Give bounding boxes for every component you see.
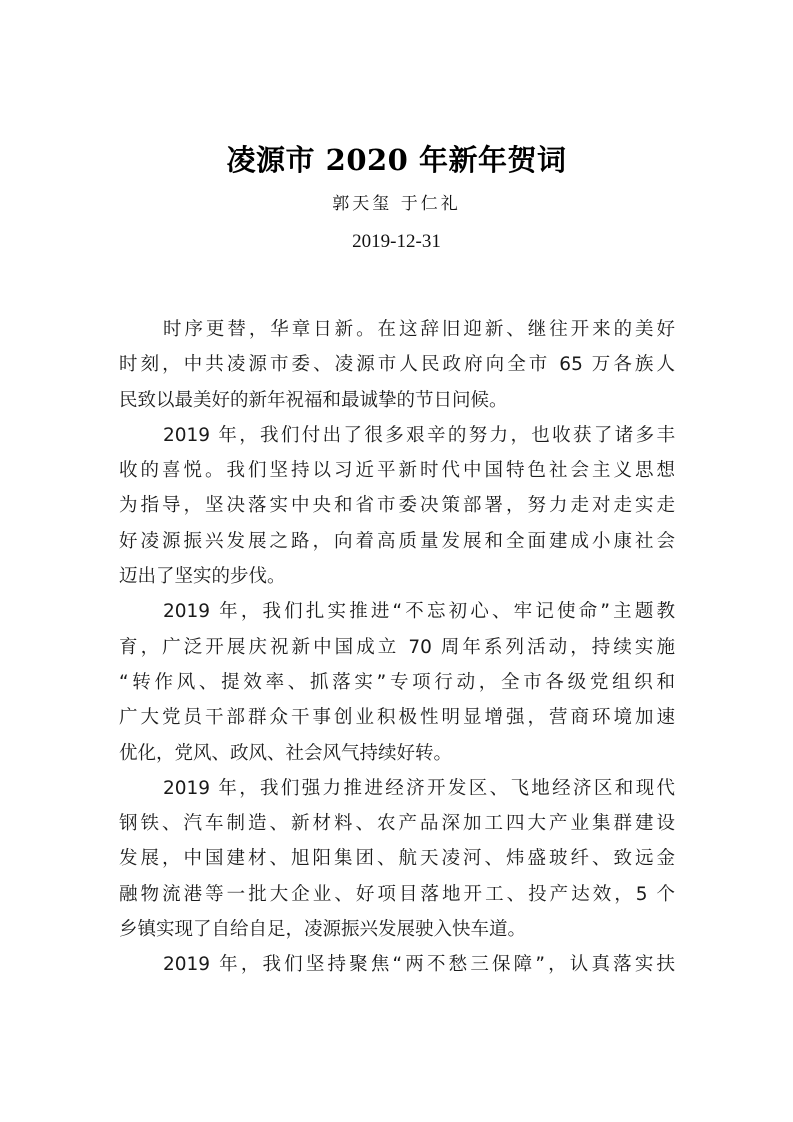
paragraph-line: 好凌源振兴发展之路，向着高质量发展和全面建成小康社会: [119, 530, 675, 552]
paragraph-line: 时序更替，华章日新。在这辞旧迎新、继往开来的美好: [163, 319, 675, 340]
paragraph-line: 2019 年，我们坚持聚焦“两不愁三保障”，认真落实扶: [163, 954, 675, 976]
paragraph-line: 民致以最美好的新年祝福和最诚挚的节日问候。: [119, 389, 508, 411]
document-title: 凌源市 2020 年新年贺词: [226, 143, 567, 177]
paragraph-line: 为指导，坚决落实中央和省市委决策部署，努力走对走实走: [119, 495, 675, 517]
paragraph-line: 收的喜悦。我们坚持以习近平新时代中国特色社会主义思想: [119, 460, 675, 482]
paragraph-line: 迈出了坚实的步伐。: [119, 566, 286, 588]
paragraph-line: 2019 年，我们扎实推进“不忘初心、牢记使命”主题教: [163, 601, 675, 623]
paragraph-line: 育，广泛开展庆祝新中国成立 70 周年系列活动，持续实施: [119, 636, 675, 658]
paragraph-line: 优化，党风、政风、社会风气持续好转。: [119, 742, 453, 764]
paragraph-line: 2019 年，我们付出了很多艰辛的努力，也收获了诸多丰: [163, 424, 675, 446]
paragraph-line: “转作风、提效率、抓落实”专项行动，全市各级党组织和: [119, 671, 675, 693]
paragraph-line: 时刻，中共凌源市委、凌源市人民政府向全市 65 万各族人: [119, 354, 675, 376]
paragraph-line: 发展，中国建材、旭阳集团、航天凌河、炜盛玻纤、致远金: [119, 848, 675, 870]
paragraph-line: 乡镇实现了自给自足，凌源振兴发展驶入快车道。: [119, 919, 527, 941]
paragraph-line: 2019 年，我们强力推进经济开发区、飞地经济区和现代: [163, 777, 675, 799]
paragraph-line: 融物流港等一批大企业、好项目落地开工、投产达效，5 个: [119, 883, 675, 905]
paragraph-line: 钢铁、汽车制造、新材料、农产品深加工四大产业集群建设: [119, 813, 675, 835]
document-date: 2019-12-31: [352, 231, 441, 252]
document-body: [119, 312, 675, 983]
document-authors: 郭天玺 于仁礼: [332, 194, 461, 214]
paragraph-line: 广大党员干部群众干事创业积极性明显增强，营商环境加速: [119, 707, 675, 729]
